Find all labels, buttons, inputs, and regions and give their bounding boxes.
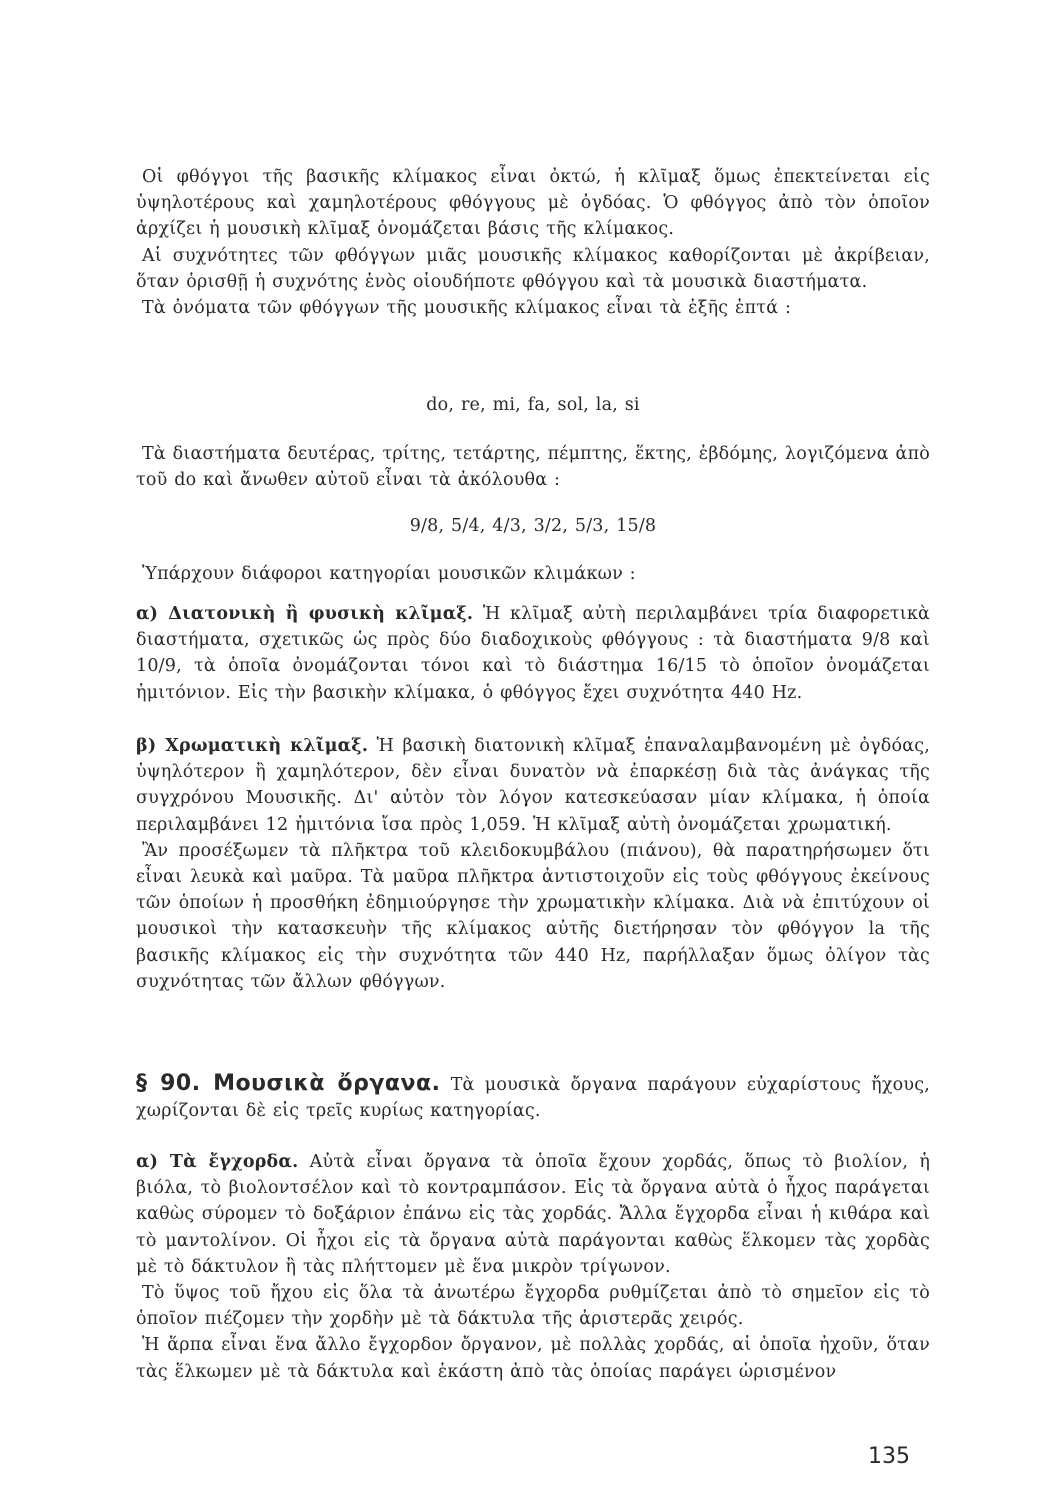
- chromatic-block: [136, 733, 930, 995]
- paragraph-scale-base: Οἱ φθόγγοι τῆς βασικῆς κλίμακος εἶναι ὀκτώ, ἡ κλῖμαξ ὅμως ἐπεκτείνεται εἰς ὑψηλοτέρους καὶ χαμηλοτέρους φθόγγους μὲ ὀγδόας. Ὁ φθόγγος ἀπὸ τὸν ὁποῖον ἀρχίζει ἡ μουσικὴ κλῖμαξ ὀνομάζεται βάσις τῆς κλίμακος.: [136, 167, 930, 240]
- interval-ratios: 9/8, 5/4, 4/3, 3/2, 5/3, 15/8: [409, 516, 657, 536]
- string-instruments-block: [136, 1149, 930, 1385]
- chromatic-text: Ἡ βασικὴ διατονικὴ κλῖμαξ ἐπαναλαμβανομένη μὲ ὀγδόας, ὑψηλότερον ἢ χαμηλότερον, δὲν εἶναι δυνατὸν νὰ ἐπαρκέσῃ διὰ τὰς ἀνάγκας τῆς συγχρόνου Μουσικῆς. Δι' αὐτὸν τὸν λόγον κατεσκεύασαν μίαν κλίμακα, ἡ ὁποία περιλαμβάνει 12 ἡμιτόνια ἴσα πρὸς 1,059. Ἡ κλῖμαξ αὐτὴ ὀνομάζεται χρωματική.: [136, 736, 930, 835]
- scale-types-block: [136, 561, 930, 587]
- paragraph-scale-categories: Ὑπάρχουν διάφοροι κατηγορίαι μουσικῶν κλιμάκων :: [142, 564, 636, 584]
- paragraph-frequencies: Αἱ συχνότητες τῶν φθόγγων μιᾶς μουσικῆς κλίμακος καθορίζονται μὲ ἀκρίβειαν, ὅταν ὁρισθῇ ἡ συχνότης ἑνὸς οἱουδήποτε φθόγγου καὶ τὰ μουσικὰ διαστήματα.: [136, 245, 930, 292]
- note-names-line: [136, 392, 930, 418]
- paragraph-harp: Ἡ ἅρπα εἶναι ἕνα ἄλλο ἔγχορδον ὄργανον, μὲ πολλὰς χορδάς, αἱ ὁποῖα ἠχοῦν, ὅταν τὰς ἕλκωμεν μὲ τὰ δάκτυλα καὶ ἑκάστη ἀπὸ τὰς ὁποίας παράγει ὡρισμένον: [136, 1335, 930, 1382]
- diatonic-heading: α) Διατονικὴ ἢ φυσικὴ κλῖμαξ.: [136, 604, 474, 624]
- scale-text-block: [136, 164, 930, 321]
- chromatic-heading: β) Χρωματικὴ κλῖμαξ.: [136, 736, 369, 756]
- diatonic-text: Ἡ κλῖμαξ αὐτὴ περιλαμβάνει τρία διαφορετικὰ διαστήματα, σχετικῶς ὡς πρὸς δύο διαδοχικοὺς φθόγγους : τὰ διαστήματα 9/8 καὶ 10/9, τὰ ὁποῖα ὀνομάζονται τόνοι καὶ τὸ διάστημα 16/15 τὸ ὁποῖον ὀνομάζεται ἡμιτόνιον. Εἰς τὴν βασικὴν κλίμακα, ὁ φθόγγος ἔχει συχνότητα 440 Hz.: [136, 604, 931, 703]
- interval-ratios-line: [136, 513, 930, 539]
- diatonic-block: [136, 601, 930, 706]
- paragraph-pitch-control: Τὸ ὕψος τοῦ ἤχου εἰς ὅλα τὰ ἀνωτέρω ἔγχορδα ρυθμίζεται ἀπὸ τὸ σημεῖον εἰς τὸ ὁποῖον πιέζομεν τὴν χορδὴν μὲ τὰ δάκτυλα τῆς ἀριστερᾶς χειρός.: [136, 1283, 930, 1330]
- paragraph-intervals-intro: Τὰ διαστήματα δευτέρας, τρίτης, τετάρτης, πέμπτης, ἕκτης, ἑβδόμης, λογιζόμενα ἀπὸ τοῦ do καὶ ἄνωθεν αὐτοῦ εἶναι τὰ ἀκόλουθα :: [136, 444, 931, 491]
- string-instruments-text: Αὐτὰ εἶναι ὄργανα τὰ ὁποῖα ἔχουν χορδάς, ὅπως τὸ βιολίον, ἡ βιόλα, τὸ βιολοντσέλον καὶ τὸ κοντραμπάσον. Εἰς τὰ ὄργανα αὐτὰ ὁ ἦχος παράγεται καθὼς σύρομεν τὸ δοξάριον ἐπάνω εἰς τὰς χορδάς. Ἄλλα ἔγχορδα εἶναι ἡ κιθάρα καὶ τὸ μαντολίνον. Οἱ ἦχοι εἰς τὰ ὄργανα αὐτὰ παράγονται καθὼς ἕλκομεν τὰς χορδὰς μὲ τὸ δάκτυλον ἢ τὰς πλήττομεν μὲ ἕνα μικρὸν τρίγωνον.: [136, 1152, 931, 1277]
- page-number: 135: [868, 1444, 910, 1469]
- instruments-section: [136, 1071, 930, 1124]
- note-names: do, re, mi, fa, sol, la, si: [426, 395, 640, 415]
- string-instruments-heading: α) Τὰ ἔγχορδα.: [136, 1152, 299, 1172]
- paragraph-note-names-intro: Τὰ ὀνόματα τῶν φθόγγων τῆς μουσικῆς κλίμακος εἶναι τὰ ἑξῆς ἑπτά :: [142, 298, 792, 319]
- paragraph-piano-keys: Ἂν προσέξωμεν τὰ πλῆκτρα τοῦ κλειδοκυμβάλου (πιάνου), θὰ παρατηρήσωμεν ὅτι εἶναι λευκὰ καὶ μαῦρα. Τὰ μαῦρα πλῆκτρα ἀντιστοιχοῦν εἰς τοὺς φθόγγους ἐκείνους τῶν ὁποίων ἡ προσθήκη ἐδημιούργησε τὴν χρωματικὴν κλίμακα. Διὰ νὰ ἐπιτύχουν οἱ μουσικοὶ τὴν κατασκευὴν τῆς κλίμακος αὐτῆς διετήρησαν τὸν φθόγγον la τῆς βασικῆς κλίμακος εἰς τὴν συχνότητα τῶν 440 Hz, παρήλλαξαν ὅμως ὀλίγον τὰς συχνότητας τῶν ἄλλων φθόγγων.: [136, 840, 930, 992]
- section-intro: Τὰ μουσικὰ ὄργανα παράγουν εὐχαρίστους ἤχους, χωρίζονται δὲ εἰς τρεῖς κυρίως κατηγορίας.: [136, 1075, 931, 1122]
- intervals-block: [136, 441, 930, 493]
- section-heading: § 90. Μουσικὰ ὄργανα.: [136, 1071, 441, 1096]
